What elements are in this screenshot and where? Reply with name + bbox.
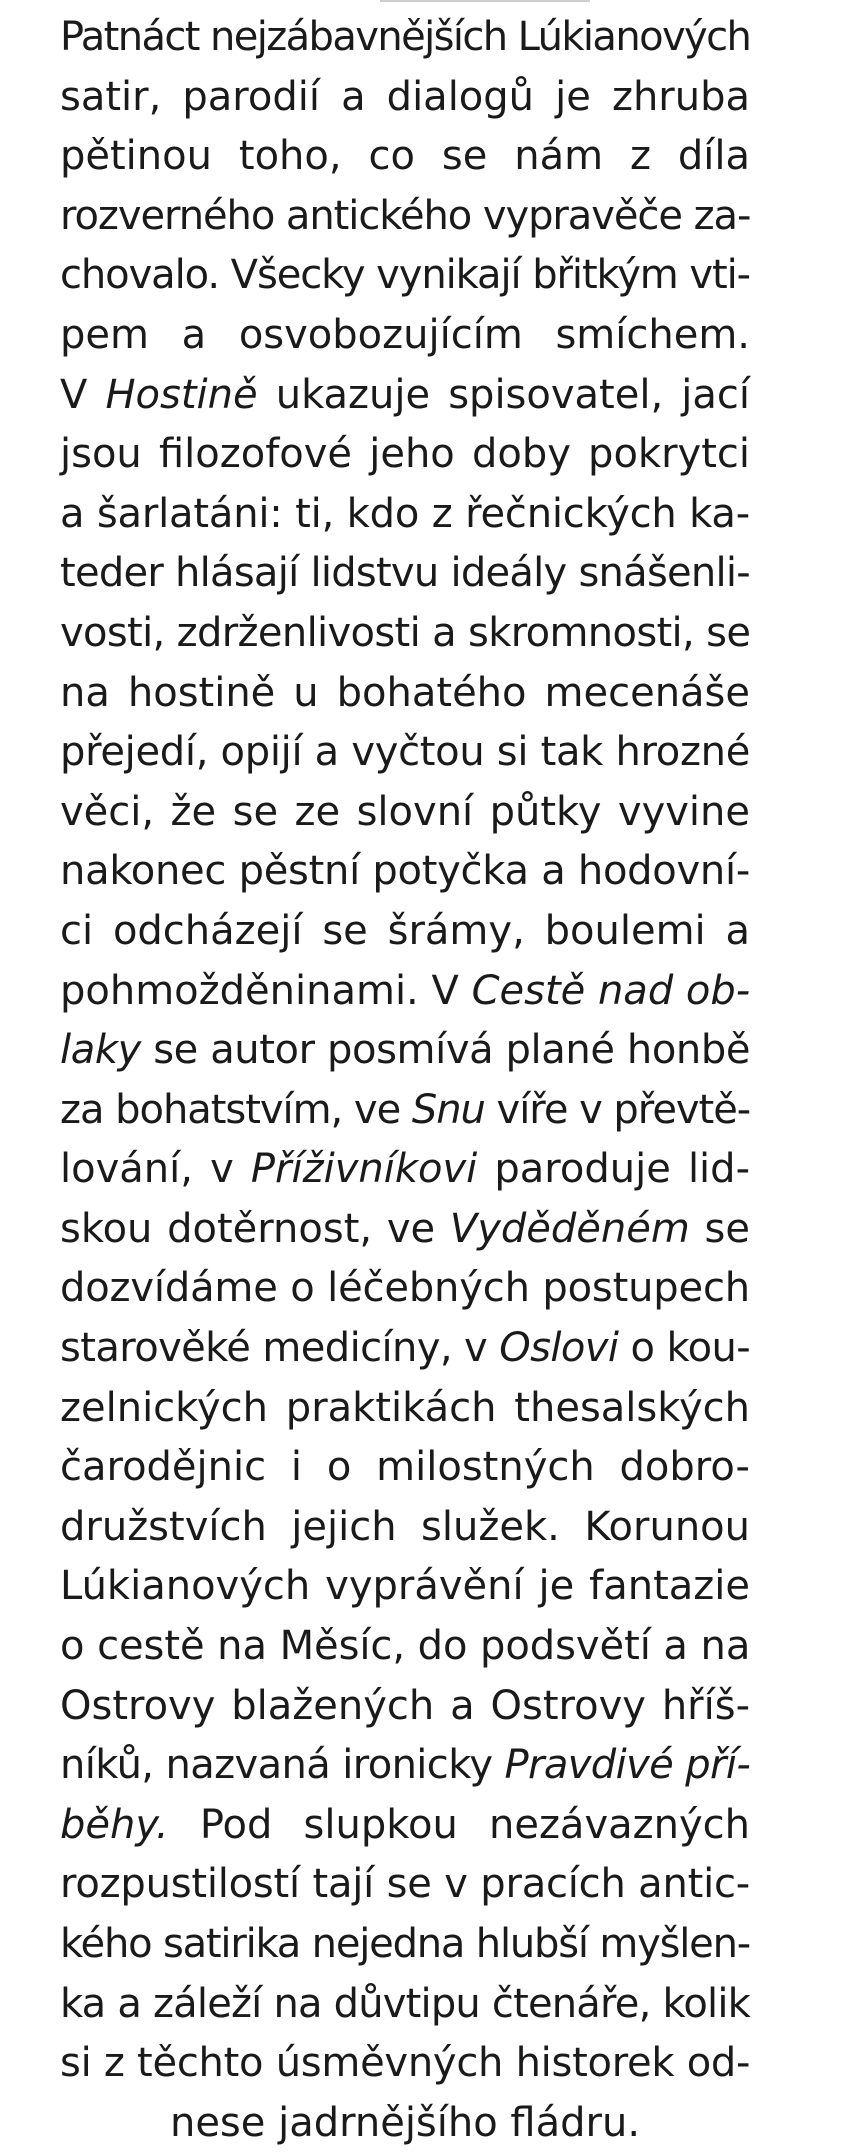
text-line <box>60 1796 750 1856</box>
text-run: pem a osvobozujícím smíchem. <box>60 311 750 358</box>
text-line <box>60 1736 750 1796</box>
italic-title: Oslovi <box>499 1325 619 1372</box>
text-run: Ostrovy blažených a Ostrovy hříš- <box>60 1682 750 1729</box>
text-run: nese jadrnějšího fládru. <box>169 2099 641 2146</box>
text-line <box>60 8 750 68</box>
text-line <box>60 1438 750 1498</box>
text-line <box>60 306 750 366</box>
text-run: pohmožděninami. V <box>60 967 472 1014</box>
text-run: zelnických praktikách thesalských <box>60 1384 750 1431</box>
text-line <box>60 2094 750 2153</box>
text-run: chovalo. Všecky vynikají břitkým vti- <box>60 252 750 299</box>
text-line <box>60 1200 750 1260</box>
text-run: ci odcházejí se šrámy, boulemi a <box>60 907 750 954</box>
text-line <box>60 664 750 724</box>
italic-title: Pravdivé pří- <box>504 1742 751 1789</box>
text-line <box>60 187 750 247</box>
text-line <box>60 1259 750 1319</box>
text-run: přejedí, opijí a vyčtou si tak hrozné <box>60 729 751 776</box>
top-rule-divider <box>380 0 590 2</box>
text-run: teder hlásají lidstvu ideály snášenli- <box>60 550 750 597</box>
text-run: se <box>689 1205 750 1252</box>
text-run: se autor posmívá plané honbě <box>140 1027 751 1074</box>
text-run: lování, v <box>60 1146 251 1193</box>
text-run: družstvích jejich služek. Korunou <box>60 1503 750 1550</box>
italic-title: Vyděděném <box>449 1205 690 1252</box>
text-run: ukazuje spisovatel, jací <box>257 371 751 418</box>
text-line <box>60 68 750 128</box>
italic-title: běhy. <box>60 1801 169 1848</box>
text-run: Pod slupkou nezávazných <box>168 1801 750 1848</box>
italic-title: Cestě nad ob- <box>471 967 751 1014</box>
text-line <box>60 783 750 843</box>
text-run: Lúkianových vyprávění je fantazie <box>60 1563 750 1610</box>
text-line <box>60 1915 750 1975</box>
italic-title: Hostině <box>105 371 258 418</box>
text-line <box>60 842 750 902</box>
text-line <box>60 723 750 783</box>
text-line <box>60 1975 750 2035</box>
text-line <box>60 2034 750 2094</box>
text-run: a šarlatáni: ti, kdo z řečnických ka- <box>60 490 750 537</box>
text-run: ka a záleží na důvtipu čtenáře, kolik <box>60 1980 750 2027</box>
italic-title: Příživníkovi <box>250 1146 478 1193</box>
text-run: jsou filozofové jeho doby pokrytci <box>60 431 750 478</box>
text-line <box>60 1677 750 1737</box>
text-run: starověké medicíny, v <box>60 1325 500 1372</box>
text-line <box>60 1140 750 1200</box>
text-line <box>60 1021 750 1081</box>
text-line <box>60 425 750 485</box>
text-line <box>60 544 750 604</box>
text-line <box>60 1319 750 1379</box>
text-run: rozverného antického vypravěče za- <box>60 192 751 239</box>
body-text <box>60 8 750 2153</box>
text-line <box>60 1081 750 1141</box>
text-run: za bohatstvím, ve <box>60 1086 412 1133</box>
text-run: skou dotěrnost, ve <box>60 1205 450 1252</box>
text-run: satir, parodií a dialogů je zhruba <box>60 73 750 120</box>
text-run: dozvídáme o léčebných postupech <box>60 1265 750 1312</box>
text-run: na hostině u bohatého mecenáše <box>60 669 750 716</box>
text-run: o kou- <box>618 1325 751 1372</box>
text-run: věci, že se ze slovní půtky vyvine <box>60 788 750 835</box>
text-line <box>60 902 750 962</box>
text-line <box>60 127 750 187</box>
text-run: si z těchto úsměvných historek od- <box>60 2040 751 2087</box>
text-run: nakonec pěstní potyčka a hodovní- <box>60 848 750 895</box>
text-run: rozpustilostí tají se v pracích antic- <box>60 1861 750 1908</box>
text-run: víře v převtě- <box>484 1086 751 1133</box>
italic-title: laky <box>60 1027 141 1074</box>
italic-title: Snu <box>411 1086 485 1133</box>
text-line <box>60 1855 750 1915</box>
text-run: Patnáct nejzábavnějších Lúkianových <box>60 14 751 60</box>
text-run: čarodějnic i o milostných dobro- <box>60 1444 750 1491</box>
text-run: paroduje lid- <box>477 1146 750 1193</box>
text-line <box>60 1557 750 1617</box>
text-line <box>60 1379 750 1439</box>
text-line <box>60 246 750 306</box>
text-run: kého satirika nejedna hlubší myšlen- <box>60 1921 750 1967</box>
text-line <box>60 485 750 545</box>
text-run: V <box>60 371 106 418</box>
text-line <box>60 366 750 426</box>
text-run: pětinou toho, co se nám z díla <box>60 133 750 180</box>
text-run: vosti, zdrženlivosti a skromnosti, se <box>60 609 751 656</box>
text-run: níků, nazvaná ironicky <box>60 1742 505 1789</box>
text-line <box>60 1617 750 1677</box>
text-line <box>60 962 750 1022</box>
text-line <box>60 1498 750 1558</box>
text-run: o cestě na Měsíc, do podsvětí a na <box>60 1623 751 1670</box>
text-line <box>60 604 750 664</box>
